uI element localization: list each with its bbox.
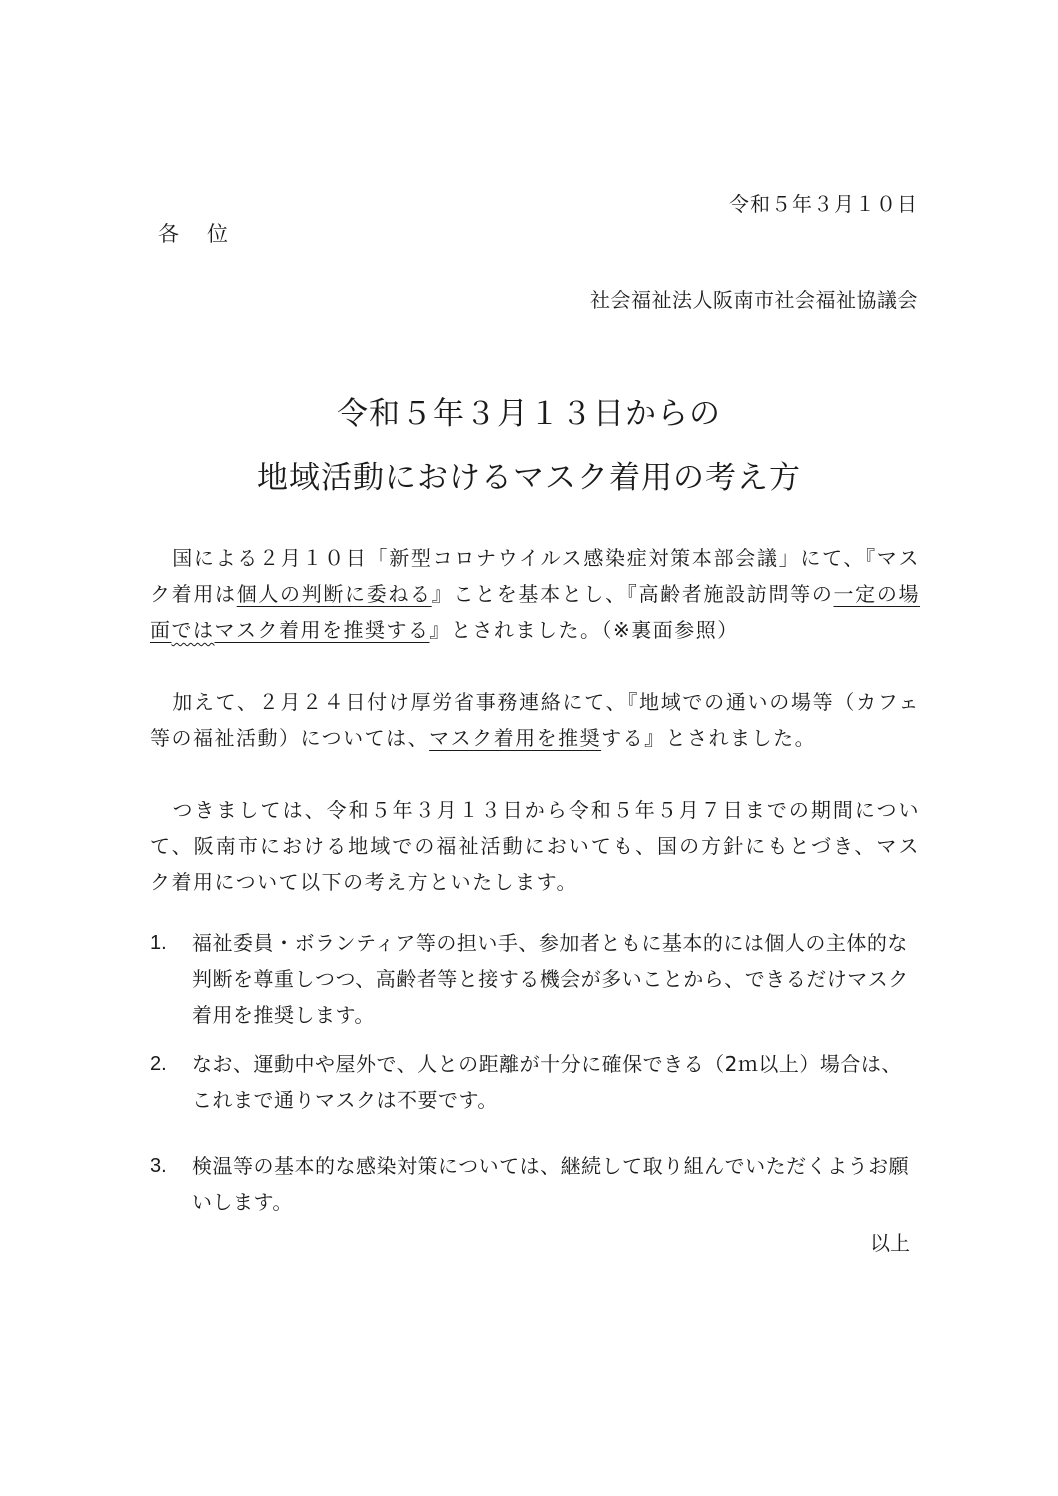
list-item-text: 福祉委員・ボランティア等の担い手、参加者ともに基本的には個人の主体的な判断を尊重しつつ、高齢者等と接する機会が多いことから、できるだけマスク着用を推奨します。: [192, 931, 909, 1027]
list-item-text: 検温等の基本的な感染対策については、継続して取り組んでいただくようお願いします。: [192, 1154, 910, 1214]
paragraph-local-policy: つきましては、令和５年３月１３日から令和５年５月７日までの期間について、阪南市における地域での福祉活動においても、国の方針にもとづき、マスク着用について以下の考え方といたします。: [150, 798, 920, 894]
underlined-phrase: 個人の判断に委ねる: [236, 582, 432, 606]
closing-mark: 以上: [870, 1231, 910, 1255]
underlined-phrase: 一定の場面: [150, 582, 921, 642]
list-item-number: 3.: [150, 1155, 167, 1177]
paragraph-national-policy: 国による２月１０日「新型コロナウイルス感染症対策本部会議」にて、『マスク着用は個人の判断に委ねる』ことを基本とし、『高齢者施設訪問等の一定の場面ではマスク着用を推奨する』とされました。（※裏面参照）: [150, 546, 921, 642]
list-item-number: 2.: [150, 1053, 167, 1075]
list-item-text: なお、運動中や屋外で、人との距離が十分に確保できる（2ｍ以上）場合は、これまで通りマスクは不要です。: [192, 1052, 902, 1112]
title-line-2: 地域活動におけるマスク着用の考え方: [257, 460, 801, 496]
list-item: [150, 1148, 920, 1220]
underlined-phrase: マスク着用を推奨: [429, 726, 602, 750]
list-item-number: 1.: [150, 932, 167, 954]
wavy-underlined-phrase: では: [171, 618, 215, 642]
underlined-phrase: マスク着用を推奨する: [214, 618, 430, 642]
title-line-1: 令和５年３月１３日からの: [337, 396, 721, 432]
addressee: 各位: [158, 222, 256, 246]
list-item: [150, 1046, 920, 1118]
list-item: [150, 925, 920, 1033]
paragraph-ministry-notice: 加えて、２月２４日付け厚労省事務連絡にて、『地域での通いの場等（カフェ等の福祉活動）については、マスク着用を推奨する』とされました。: [150, 690, 920, 750]
sender-organization: 社会福祉法人阪南市社会福祉協議会: [590, 288, 918, 312]
document-date: 令和５年３月１０日: [729, 192, 918, 216]
